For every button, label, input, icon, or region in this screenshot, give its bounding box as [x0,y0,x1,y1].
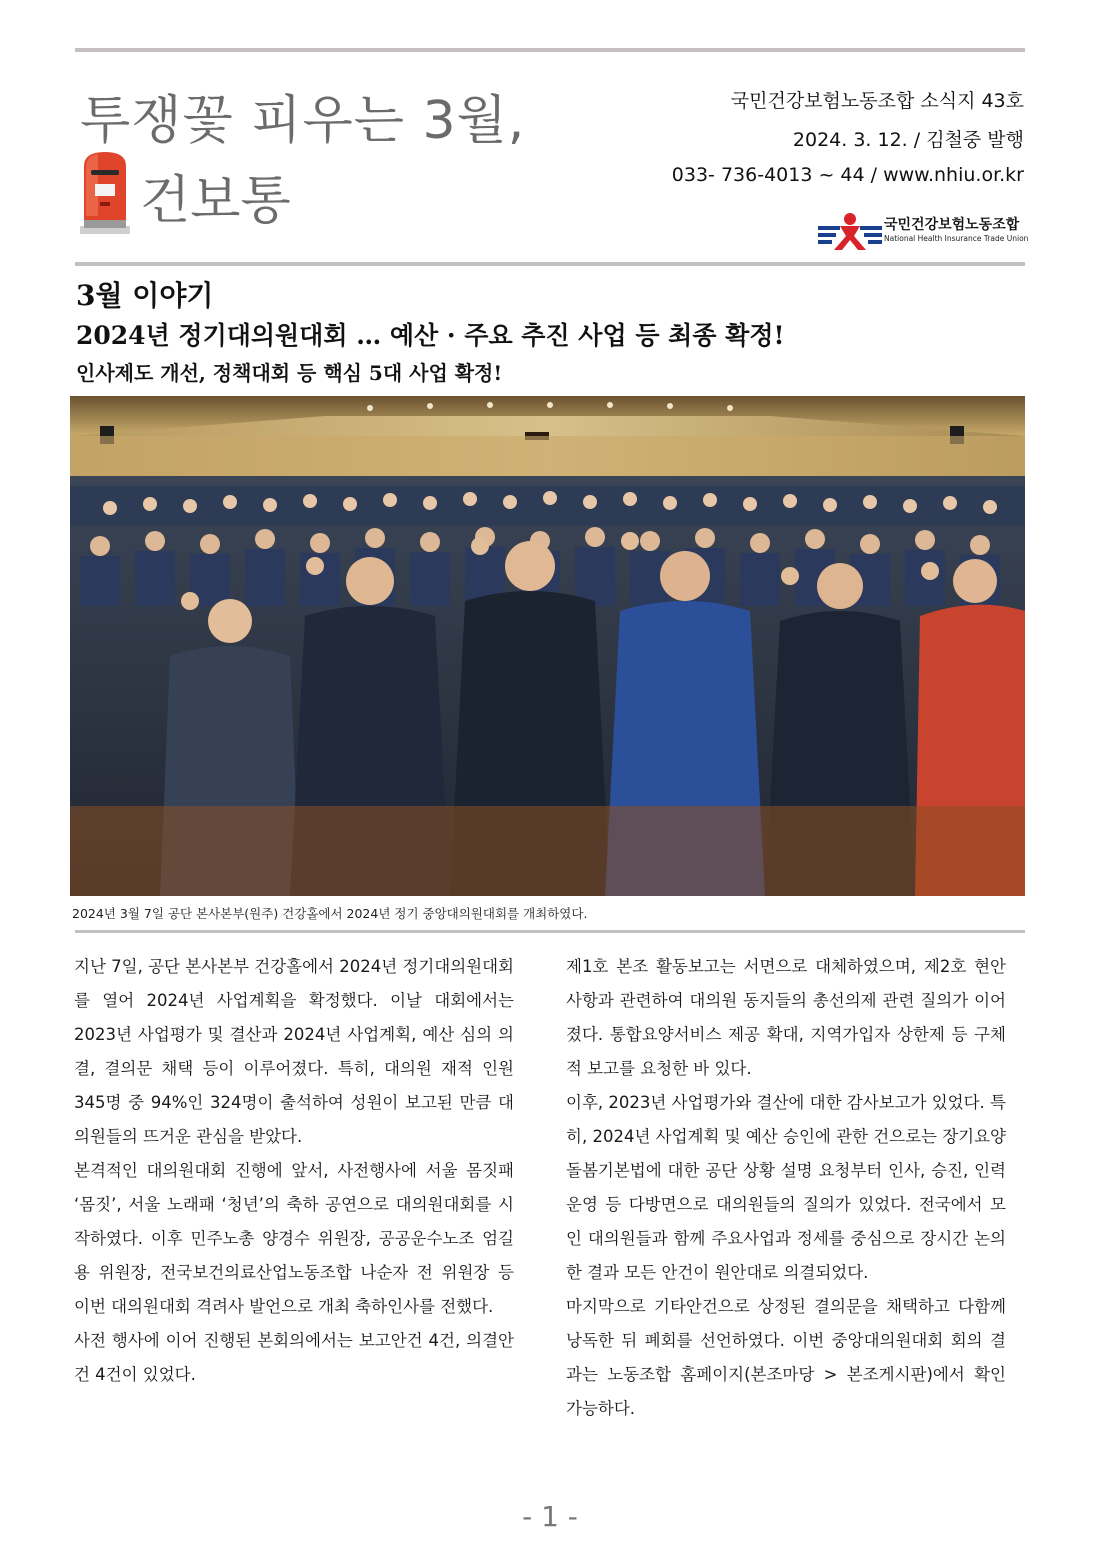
caption-rule [75,930,1025,933]
date-issuer-line: 2024. 3. 12. / 김철중 발행 [792,129,1024,151]
article-column-right [566,950,1006,1426]
union-logo [818,210,1028,254]
photo-caption: 2024년 3월 7일 공단 본사본부(원주) 건강홀에서 2024년 정기 중앙대의원대회를 개최하였다. [72,906,588,921]
header-rule [75,262,1025,266]
section-title: 3월 이야기 [76,279,214,312]
newsletter-title: 투쟁꽃 피우는 3월, [80,91,526,151]
union-logo-icon [818,212,882,252]
paragraph: 본격적인 대의원대회 진행에 앞서, 사전행사에 서울 몸짓패 ‘몸짓’, 서울 노래패 ‘청년’의 축하 공연으로 대의원대회를 시작하였다. 이후 민주노총 양경수 위원장, 공공운수노조 엄길용 위원장, 전국보건의료산업노동조합 나순자 전 위원장 등 이번 대의원대회 격려사 발언으로 개최 축하인사를 전했다. [74,1161,515,1316]
contact-line: 033- 736-4013 ~ 44 / www.nhiu.or.kr [671,164,1024,186]
postbox-icon [76,150,134,236]
logo-name-en: National Health Insurance Trade Union [884,234,1029,243]
event-photo-image [70,396,1025,896]
paragraph: 제1호 본조 활동보고는 서면으로 대체하였으며, 제2호 현안사항과 관련하여 대의원 동지들의 총선의제 관련 질의가 이어졌다. 통합요양서비스 제공 확대, 지역가입자 상한제 등 구체적 보고를 요청한 바 있다. [566,957,1006,1078]
page-number: - 1 - [522,1500,578,1533]
paragraph: 마지막으로 기타안건으로 상정된 결의문을 채택하고 다함께 낭독한 뒤 폐회를 선언하였다. 이번 중앙대의원대회 회의 결과는 노동조합 홈페이지(본조마당 > 본조게시판)에서 확인 가능하다. [566,1297,1006,1418]
article-subheadline: 인사제도 개선, 정책대회 등 핵심 5대 사업 확정! [76,361,503,385]
article-headline: 2024년 정기대의원대회 … 예산 · 주요 추진 사업 등 최종 확정! [76,321,785,350]
paragraph: 사전 행사에 이어 진행된 본회의에서는 보고안건 4건, 의결안건 4건이 있었다. [74,1331,514,1384]
publisher-line: 국민건강보험노동조합 소식지 43호 [730,90,1024,112]
top-rule [75,48,1025,52]
event-photo [70,396,1025,896]
newsletter-subtitle: 건보통 [140,171,291,231]
paragraph: 지난 7일, 공단 본사본부 건강홀에서 2024년 정기대의원대회를 열어 2024년 사업계획을 확정했다. 이날 대회에서는 2023년 사업평가 및 결산과 2024년 사업계획, 예산 심의 의결, 결의문 채택 등이 이루어졌다. 특히, 대의원 재적 인원 345명 중 94%인 324명이 출석하여 성원이 보고된 만큼 대의원들의 뜨거운 관심을 받았다. [74,957,514,1146]
logo-name-ko: 국민건강보험노동조합 [884,217,1020,233]
paragraph: 이후, 2023년 사업평가와 결산에 대한 감사보고가 있었다. 특히, 2024년 사업계획 및 예산 승인에 관한 건으로는 장기요양 돌봄기본법에 대한 공단 상황 설명 요청부터 인사, 승진, 인력운영 등 다방면으로 대의원들의 질의가 있었다. 전국에서 모인 대의원들과 함께 주요사업과 정세를 중심으로 장시간 논의한 결과 모든 안건이 원안대로 의결되었다. [566,1093,1006,1282]
article-column-left [74,950,514,1392]
